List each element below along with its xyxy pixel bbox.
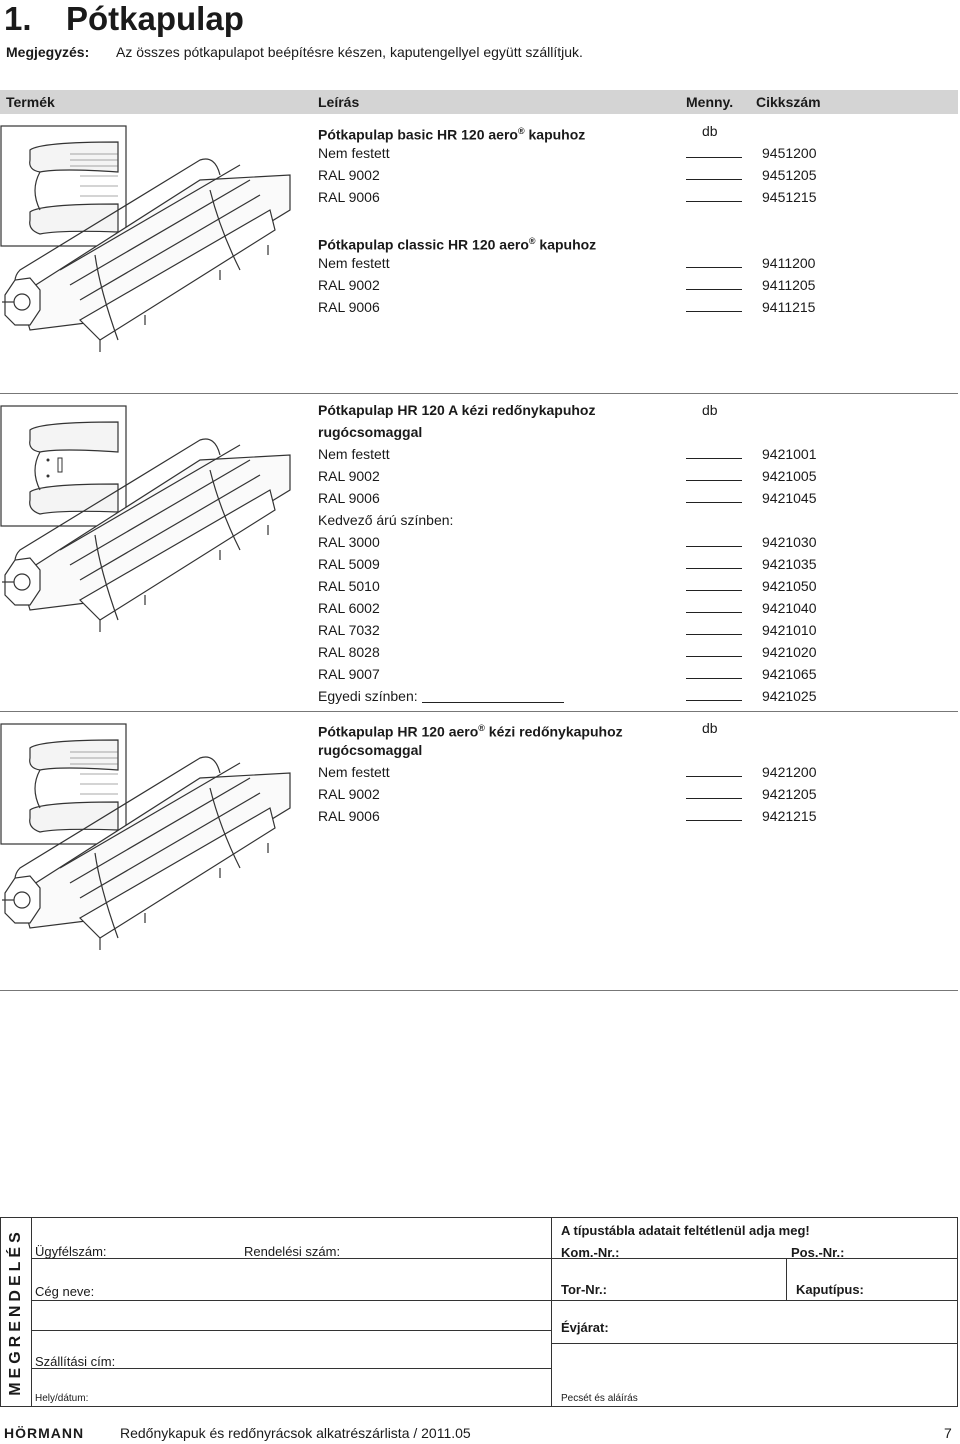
quantity-field[interactable]: [686, 267, 742, 268]
quantity-field[interactable]: [686, 820, 742, 821]
header-product: Termék: [6, 94, 55, 110]
header-article: Cikkszám: [756, 94, 821, 110]
quantity-field[interactable]: [686, 798, 742, 799]
quantity-field[interactable]: [686, 678, 742, 679]
row-label: RAL 9002: [318, 468, 380, 484]
article-code: 9451205: [762, 167, 817, 183]
order-form: [0, 1217, 958, 1407]
product-2-quantity: [686, 399, 746, 707]
row-label: RAL 9002: [318, 167, 380, 183]
product-2-title-line2: rugócsomaggal: [318, 424, 423, 440]
door-type-label: Kaputípus:: [796, 1282, 864, 1297]
quantity-field[interactable]: [686, 289, 742, 290]
row-label: RAL 9007: [318, 666, 380, 682]
tor-nr-label: Tor-Nr.:: [561, 1282, 607, 1297]
product-image-hr120a: [0, 400, 300, 640]
unit-label: db: [702, 402, 718, 418]
row-label: RAL 9002: [318, 786, 380, 802]
note-label: Megjegyzés:: [6, 44, 90, 60]
quantity-field[interactable]: [686, 656, 742, 657]
quantity-field[interactable]: [686, 546, 742, 547]
form-divider: [551, 1343, 957, 1344]
quantity-field[interactable]: [686, 590, 742, 591]
product-3-title: Pótkapulap HR 120 aero® kézi redőnykapuhoz: [318, 723, 623, 740]
article-code: 9411200: [762, 255, 816, 271]
row-label: RAL 9006: [318, 490, 380, 506]
quantity-field[interactable]: [686, 201, 742, 202]
page-title: Pótkapulap: [66, 0, 244, 37]
row-label: RAL 7032: [318, 622, 380, 638]
row-label: Nem festett: [318, 255, 390, 271]
quantity-field[interactable]: [686, 311, 742, 312]
article-code: 9421200: [762, 764, 817, 780]
document-title: Redőnykapuk és redőnyrácsok alkatrészárlista / 2011.05: [120, 1425, 471, 1441]
product-1-codes: [762, 120, 862, 318]
year-label: Évjárat:: [561, 1320, 609, 1335]
header-quantity: Menny.: [686, 94, 734, 110]
row-label: RAL 5009: [318, 556, 380, 572]
quantity-field[interactable]: [686, 179, 742, 180]
row-label: Nem festett: [318, 764, 390, 780]
row-label: RAL 9002: [318, 277, 380, 293]
quantity-field[interactable]: [686, 612, 742, 613]
row-label: RAL 9006: [318, 189, 380, 205]
product-3-codes: [762, 717, 862, 827]
row-label: RAL 3000: [318, 534, 380, 550]
stamp-signature-label: Pecsét és aláírás: [561, 1393, 638, 1404]
row-label: Nem festett: [318, 446, 390, 462]
row-label: RAL 6002: [318, 600, 380, 616]
place-date-label: Hely/dátum:: [35, 1393, 89, 1404]
article-code: 9421020: [762, 644, 817, 660]
article-code: 9421001: [762, 446, 817, 462]
article-code: 9411215: [762, 299, 816, 315]
row-label: RAL 8028: [318, 644, 380, 660]
customer-number-label: Ügyfélszám:: [35, 1244, 107, 1259]
product-image-hr120-aero: [0, 718, 300, 958]
product-3-title-line2: rugócsomaggal: [318, 742, 423, 758]
kom-nr-label: Kom.-Nr.:: [561, 1245, 620, 1260]
product-3-description: [318, 717, 678, 827]
custom-color-field[interactable]: [422, 702, 564, 703]
favorable-colors-label: Kedvező árú színben:: [318, 512, 454, 528]
quantity-field[interactable]: [686, 700, 742, 701]
article-code: 9421215: [762, 808, 817, 824]
product-2-title: Pótkapulap HR 120 A kézi redőnykapuhoz: [318, 402, 596, 418]
row-label: RAL 9006: [318, 808, 380, 824]
table-header: [0, 90, 958, 114]
product-1-subtitle: Pótkapulap classic HR 120 aero® kapuhoz: [318, 236, 597, 253]
row-label: Nem festett: [318, 145, 390, 161]
quantity-field[interactable]: [686, 776, 742, 777]
order-form-side-label: MEGRENDELÉS: [7, 1228, 24, 1396]
quantity-field[interactable]: [686, 157, 742, 158]
company-name-label: Cég neve:: [35, 1284, 95, 1299]
type-plate-note: A típustábla adatait feltétlenül adja meg!: [561, 1223, 810, 1238]
form-divider: [551, 1218, 552, 1406]
section-number: 1.: [4, 0, 32, 37]
article-code: 9421205: [762, 786, 817, 802]
row-label: RAL 5010: [318, 578, 380, 594]
unit-label: db: [702, 123, 718, 139]
article-code: 9421025: [762, 688, 817, 704]
form-divider: [31, 1330, 551, 1331]
article-code: 9421005: [762, 468, 817, 484]
article-code: 9411205: [762, 277, 816, 293]
product-1-quantity: [686, 120, 746, 318]
product-2-description: [318, 399, 678, 707]
section-divider: [0, 990, 958, 991]
product-2-codes: [762, 399, 862, 707]
header-description: Leírás: [318, 94, 360, 110]
section-divider: [0, 711, 958, 712]
product-1-title: Pótkapulap basic HR 120 aero® kapuhoz: [318, 126, 586, 143]
delivery-address-label: Szállítási cím:: [35, 1354, 116, 1369]
pos-nr-label: Pos.-Nr.:: [791, 1245, 845, 1260]
product-image-basic-classic: [0, 120, 300, 360]
form-divider: [551, 1300, 957, 1301]
form-divider: [31, 1300, 551, 1301]
quantity-field[interactable]: [686, 480, 742, 481]
custom-color-label: Egyedi színben:: [318, 688, 418, 704]
article-code: 9421010: [762, 622, 817, 638]
quantity-field[interactable]: [686, 634, 742, 635]
form-divider: [786, 1258, 787, 1300]
article-code: 9451215: [762, 189, 817, 205]
quantity-field[interactable]: [686, 502, 742, 503]
quantity-field[interactable]: [686, 568, 742, 569]
section-divider: [0, 393, 958, 394]
article-code: 9421035: [762, 556, 817, 572]
product-1-description: [318, 120, 678, 318]
quantity-field[interactable]: [686, 458, 742, 459]
article-code: 9451200: [762, 145, 817, 161]
article-code: 9421065: [762, 666, 817, 682]
product-3-quantity: [686, 717, 746, 827]
article-code: 9421040: [762, 600, 817, 616]
note-text: Az összes pótkapulapot beépítésre készen, kaputengellyel együtt szállítjuk.: [116, 44, 583, 60]
unit-label: db: [702, 720, 718, 736]
order-form-side: [1, 1218, 32, 1406]
page-number: 7: [944, 1425, 952, 1441]
custom-color-row: [318, 685, 678, 707]
article-code: 9421045: [762, 490, 817, 506]
brand-logo: HÖRMANN: [4, 1425, 85, 1441]
row-label: RAL 9006: [318, 299, 380, 315]
article-code: 9421030: [762, 534, 817, 550]
order-number-label: Rendelési szám:: [244, 1244, 341, 1259]
article-code: 9421050: [762, 578, 817, 594]
